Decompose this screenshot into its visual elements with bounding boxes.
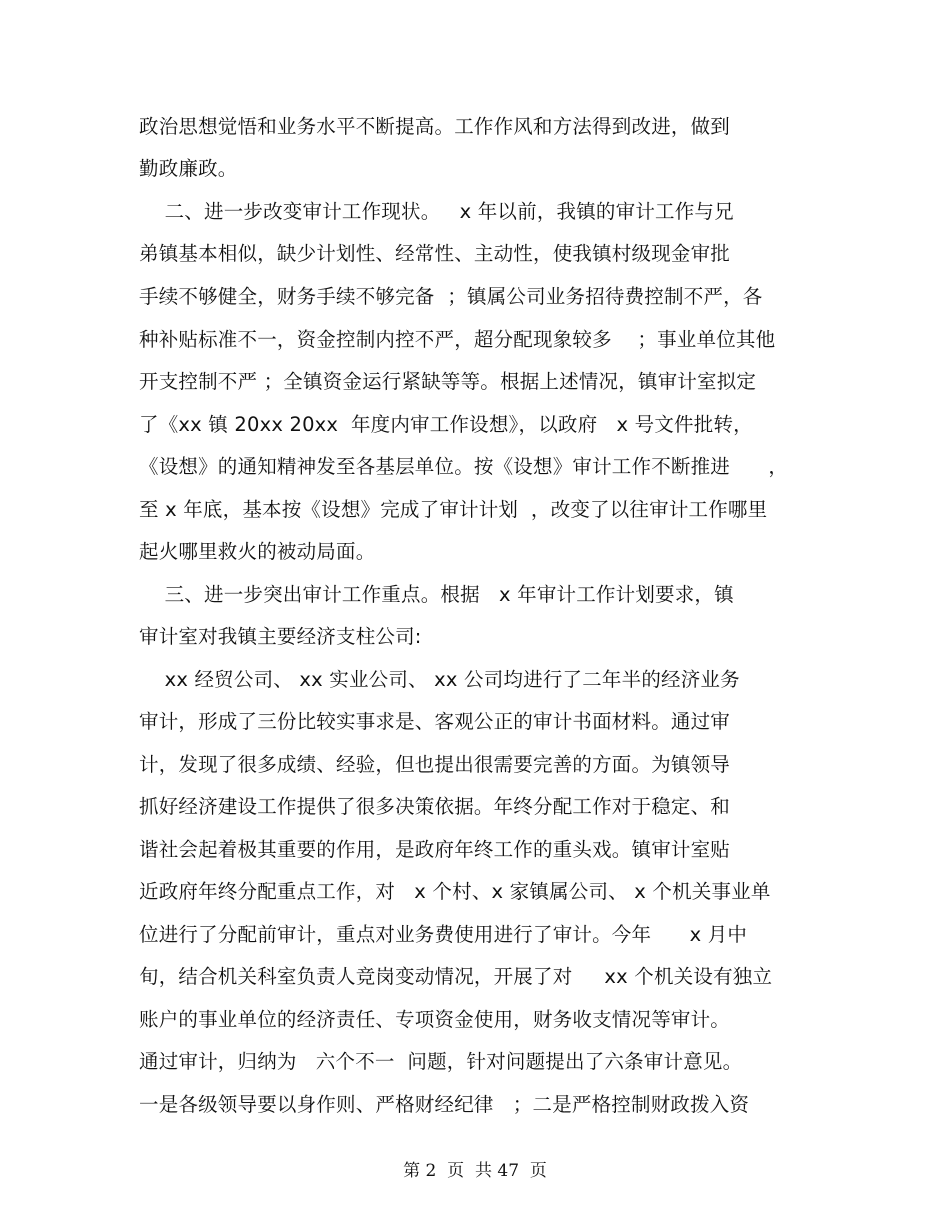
page-number-footer: 第 2 页 共 47 页 [403,1161,547,1181]
paragraph-line: 通过审计，归纳为 六个不一 问题，针对问题提出了六条审计意见。 [139,1050,743,1073]
paragraph-line: 开支控制不严 ；全镇资金运行紧缺等等。根据上述情况，镇审计室拟定 [139,370,757,393]
paragraph-line: 抓好经济建设工作提供了很多决策依据。年终分配工作对于稳定、和 [139,795,731,818]
paragraph-line: xx 经贸公司、 xx 实业公司、 xx 公司均进行了二年半的经济业务 [139,668,740,691]
paragraph-line: 计，发现了很多成绩、经验，但也提出很需要完善的方面。为镇领导 [139,753,731,776]
paragraph-line: 一是各级领导要以身作则、严格财经纪律 ；二是严格控制财政拨入资 [139,1093,750,1116]
paragraph-line: 谐社会起着极其重要的作用，是政府年终工作的重头戏。镇审计室贴 [139,838,731,861]
paragraph-line: 了《xx 镇 20xx 20xx 年度内审工作设想》，以政府 x 号文件批转， [139,413,753,436]
paragraph-line: 旬，结合机关科室负责人竞岗变动情况，开展了对 xx 个机关设有独立 [139,965,773,988]
paragraph-line: 至 x 年底，基本按《设想》完成了审计计划 ，改变了以往审计工作哪里 [139,498,768,521]
paragraph-line: 近政府年终分配重点工作，对 x 个村、x 家镇属公司、 x 个机关事业单 [139,880,771,903]
paragraph-line: 弟镇基本相似，缺少计划性、经常性、主动性，使我镇村级现金审批 [139,242,731,265]
paragraph-line: 起火哪里救火的被动局面。 [139,540,376,563]
paragraph-line: 二、进一步改变审计工作现状。 x 年以前，我镇的审计工作与兄 [139,200,734,223]
paragraph-line: 位进行了分配前审计，重点对业务费使用进行了审计。今年 x 月中 [139,923,748,946]
paragraph-line: 手续不够健全，财务手续不够完备 ；镇属公司业务招待费控制不严，各 [139,285,763,308]
paragraph-line: 三、进一步突出审计工作重点。根据 x 年审计工作计划要求，镇 [139,583,734,606]
paragraph-line: 审计，形成了三份比较实事求是、客观公正的审计书面材料。通过审 [139,710,731,733]
paragraph-line: 账户的事业单位的经济责任、专项资金使用，财务收支情况等审计。 [139,1008,731,1031]
paragraph-line: 勤政廉政。 [139,157,238,180]
paragraph-line: 政治思想觉悟和业务水平不断提高。工作作风和方法得到改进，做到 [139,115,731,138]
paragraph-line: 审计室对我镇主要经济支柱公司: [139,625,422,648]
paragraph-line: 种补贴标准不一，资金控制内控不严，超分配现象较多 ；事业单位其他 [139,328,776,351]
paragraph-line: 《设想》的通知精神发至各基层单位。按《设想》审计工作不断推进 ， [139,455,789,478]
